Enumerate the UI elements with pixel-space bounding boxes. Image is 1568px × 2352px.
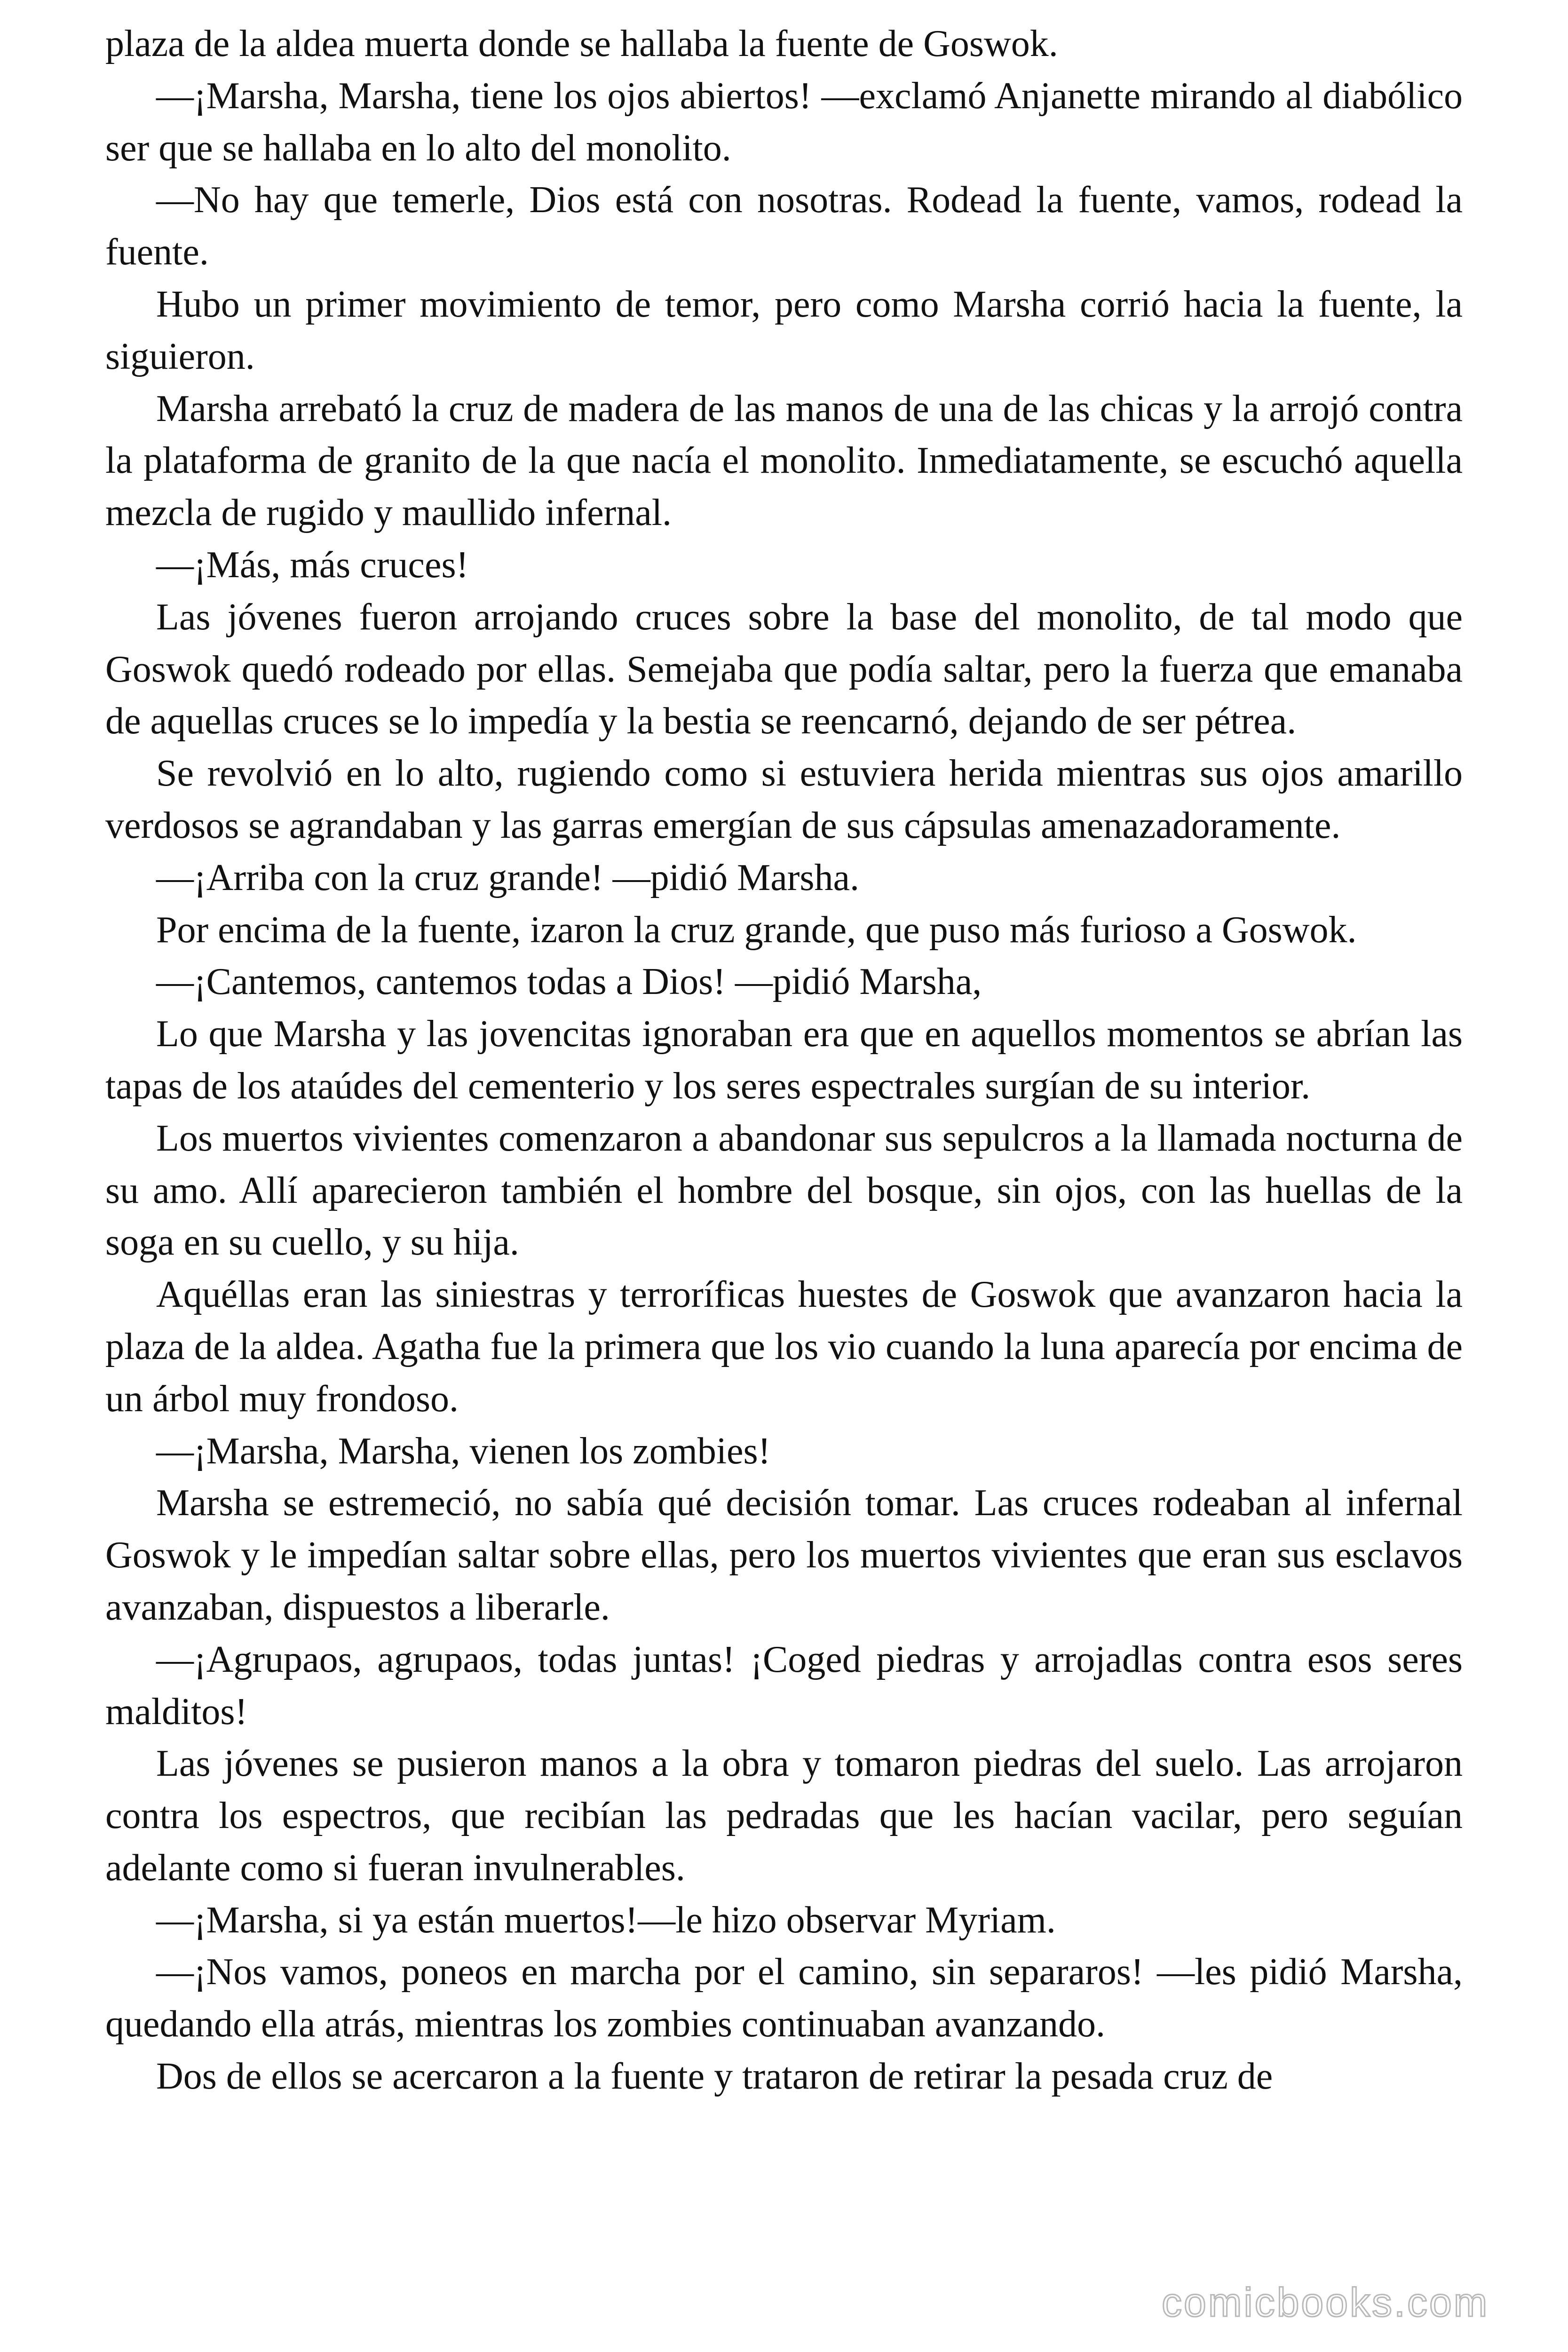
watermark: comicbooks.com bbox=[1162, 2280, 1489, 2325]
paragraph-10: Por encima de la fuente, izaron la cruz grande, que puso más furioso a Goswok. bbox=[156, 909, 1357, 951]
paragraph-18: Las jóvenes se pusieron manos a la obra y tomaron piedras del suelo. Las arrojaron contra los espectros, que recibían las pedradas que les hacían vacilar, pero seguían adelante como si fueran invulnerables. bbox=[105, 1743, 1463, 1889]
paragraph-3: —No hay que temerle, Dios está con nosotras. Rodead la fuente, vamos, rodead la fuente. bbox=[105, 179, 1463, 273]
paragraph-20: —¡Nos vamos, poneos en marcha por el camino, sin separaros! —les pidió Marsha, quedando ella atrás, mientras los zombies continuaban avanzando. bbox=[105, 1951, 1463, 2045]
paragraph-4: Hubo un primer movimiento de temor, pero como Marsha corrió hacia la fuente, la siguieron. bbox=[105, 283, 1463, 377]
paragraph-15: —¡Marsha, Marsha, vienen los zombies! bbox=[156, 1430, 771, 1472]
paragraph-8: Se revolvió en lo alto, rugiendo como si estuviera herida mientras sus ojos amarillo verdosos se agrandaban y las garras emergían de sus cápsulas amenazadoramente. bbox=[105, 753, 1463, 846]
paragraph-11: —¡Cantemos, cantemos todas a Dios! —pidió Marsha, bbox=[156, 961, 982, 1003]
paragraph-16: Marsha se estremeció, no sabía qué decisión tomar. Las cruces rodeaban al infernal Goswok y le impedían saltar sobre ellas, pero los muertos vivientes que eran sus esclavos avanzaban, dispuestos a liberarle. bbox=[105, 1482, 1463, 1628]
paragraph-12: Lo que Marsha y las jovencitas ignoraban era que en aquellos momentos se abrían las tapas de los ataúdes del cementerio y los seres espectrales surgían de su interior. bbox=[105, 1013, 1463, 1107]
paragraph-1: plaza de la aldea muerta donde se hallaba la fuente de Goswok. bbox=[105, 23, 1058, 64]
page-body bbox=[105, 18, 1463, 2103]
paragraph-5: Marsha arrebató la cruz de madera de las manos de una de las chicas y la arrojó contra la plataforma de granito de la que nacía el monolito. Inmediatamente, se escuchó aquella mezcla de rugido y maullido infernal. bbox=[105, 388, 1463, 534]
paragraph-7: Las jóvenes fueron arrojando cruces sobre la base del monolito, de tal modo que Goswok quedó rodeado por ellas. Semejaba que podía saltar, pero la fuerza que emanaba de aquellas cruces se lo impedía y la bestia se reencarnó, dejando de ser pétrea. bbox=[105, 596, 1463, 742]
paragraph-21: Dos de ellos se acercaron a la fuente y trataron de retirar la pesada cruz de bbox=[156, 2056, 1273, 2098]
paragraph-13: Los muertos vivientes comenzaron a abandonar sus sepulcros a la llamada nocturna de su amo. Allí aparecieron también el hombre del bosque, sin ojos, con las huellas de la soga en su cuello, y su hija. bbox=[105, 1117, 1463, 1263]
paragraph-19: —¡Marsha, si ya están muertos!—le hizo observar Myriam. bbox=[156, 1899, 1056, 1941]
paragraph-14: Aquéllas eran las siniestras y terroríficas huestes de Goswok que avanzaron hacia la plaza de la aldea. Agatha fue la primera que los vio cuando la luna aparecía por encima de un árbol muy frondoso. bbox=[105, 1274, 1463, 1420]
paragraph-9: —¡Arriba con la cruz grande! —pidió Marsha. bbox=[156, 857, 859, 898]
paragraph-17: —¡Agrupaos, agrupaos, todas juntas! ¡Coged piedras y arrojadlas contra esos seres malditos! bbox=[105, 1638, 1463, 1732]
paragraph-2: —¡Marsha, Marsha, tiene los ojos abiertos! —exclamó Anjanette mirando al diabólico ser que se hallaba en lo alto del monolito. bbox=[105, 75, 1463, 169]
paragraph-6: —¡Más, más cruces! bbox=[156, 544, 469, 586]
